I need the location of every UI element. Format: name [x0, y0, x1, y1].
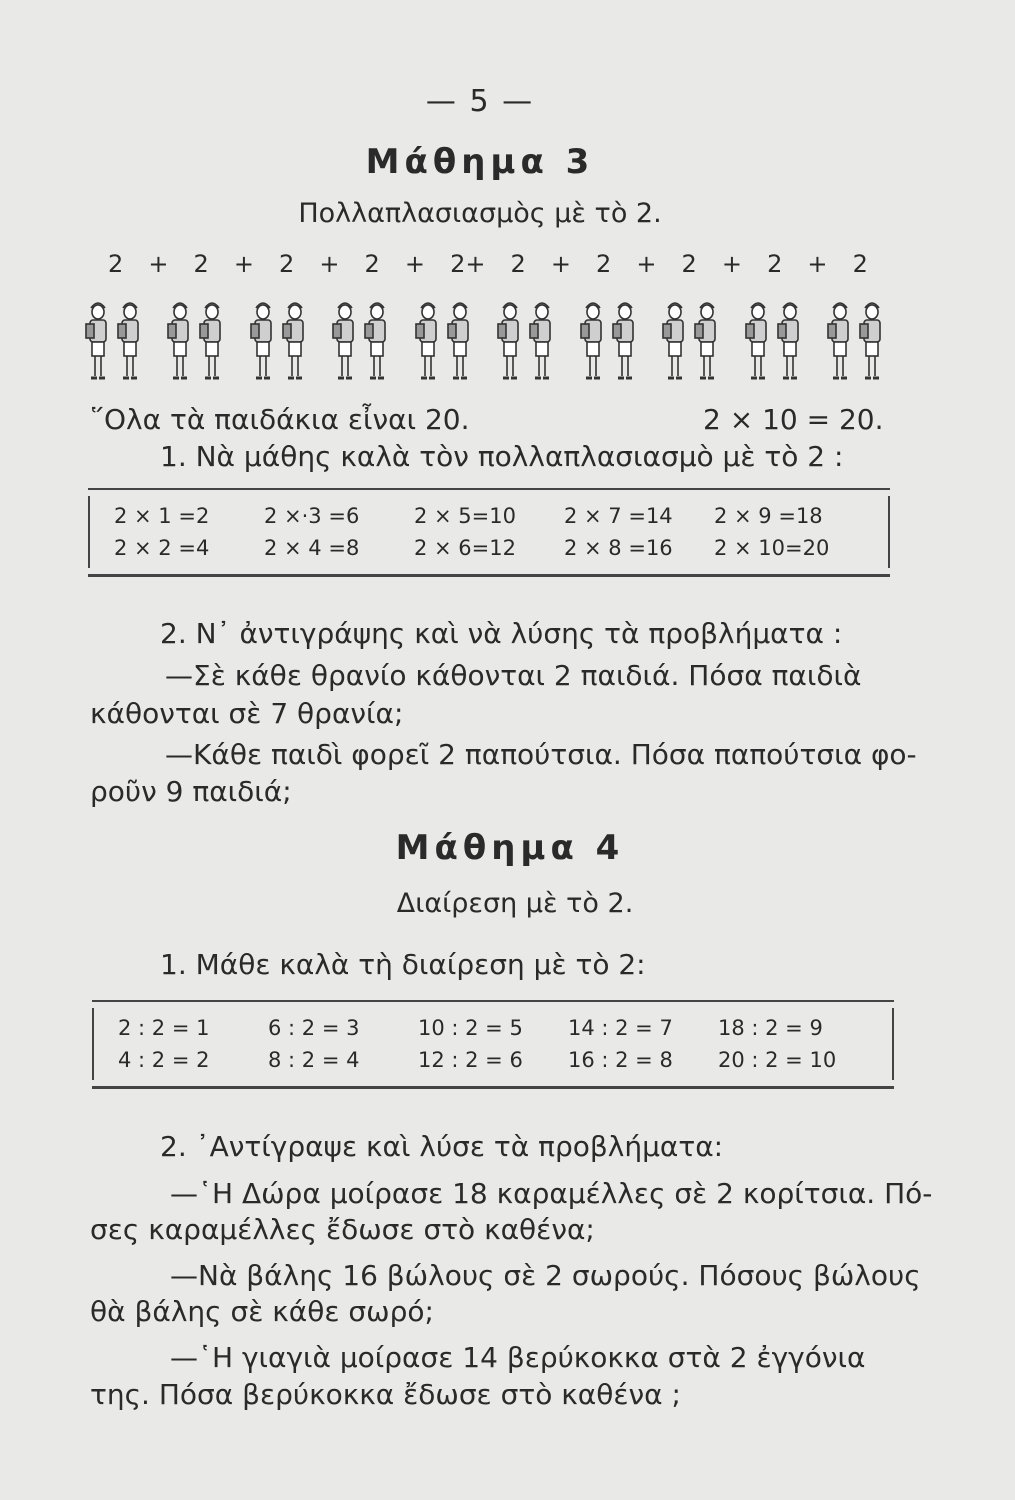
child-pair-icon: [250, 298, 308, 388]
sum-term: 2: [193, 250, 209, 278]
sum-term: +: [721, 250, 742, 278]
sum-term: 2: [852, 250, 868, 278]
page-number: — 5 —: [425, 84, 535, 119]
lesson-3-subtitle: Πολλαπλασιασμὸς μὲ τὸ 2.: [298, 198, 662, 229]
table-cell: 20 : 2 = 10: [718, 1048, 837, 1072]
table-cell: 14 : 2 = 7: [568, 1016, 673, 1040]
problem-4-2-line-1: —Νὰ βάλης 16 βώλους σὲ 2 σωρούς. Πόσους βώλους: [170, 1259, 921, 1292]
table-cell: 2 × 1 =2: [114, 504, 210, 528]
child-pair-icon: [415, 298, 473, 388]
table-cell: 2 : 2 = 1: [118, 1016, 210, 1040]
table-cell: 18 : 2 = 9: [718, 1016, 823, 1040]
sum-term: 2: [767, 250, 783, 278]
problem-4-1-line-1: —῾Η Δώρα μοίρασε 18 καραμέλλες σὲ 2 κορίτσια. Πό-: [170, 1177, 933, 1210]
problem-4-1-line-2: σες καραμέλλες ἔδωσε στὸ καθένα;: [90, 1213, 595, 1246]
problem-4-2-line-2: θὰ βάλης σὲ κάθε σωρό;: [90, 1295, 434, 1328]
sum-term: +: [404, 250, 425, 278]
lesson-3-exercise-1: 1. Νὰ μάθης καλὰ τὸν πολλαπλασιασμὸ μὲ τὸ 2 :: [160, 440, 844, 473]
table-cell: 2 × 7 =14: [564, 504, 673, 528]
table-cell: 2 × 5=10: [414, 504, 516, 528]
table-cell: 8 : 2 = 4: [268, 1048, 360, 1072]
table-cell: 6 : 2 = 3: [268, 1016, 360, 1040]
lesson-4-exercise-1: 1. Μάθε καλὰ τὴ διαίρεση μὲ τὸ 2:: [160, 948, 646, 981]
lesson-3-exercise-2: 2. Ν᾽ ἀντιγράψης καὶ νὰ λύσης τὰ προβλήματα :: [160, 617, 843, 650]
table-cell: 2 ×·3 =6: [264, 504, 360, 528]
sum-term: +: [807, 250, 828, 278]
division-table: [92, 1000, 894, 1089]
sum-term: 2: [681, 250, 697, 278]
table-cell: 2 × 2 =4: [114, 536, 210, 560]
problem-3-1-line-1: —Σὲ κάθε θρανίο κάθονται 2 παιδιά. Πόσα παιδιὰ: [165, 659, 862, 692]
sum-term: 2: [596, 250, 612, 278]
table-cell: 10 : 2 = 5: [418, 1016, 523, 1040]
sum-term: +: [233, 250, 254, 278]
table-cell: 16 : 2 = 8: [568, 1048, 673, 1072]
child-pair-icon: [332, 298, 390, 388]
children-count-text: ῞Ολα τὰ παιδάκια εἶναι 20.: [90, 403, 470, 436]
children-illustration: [85, 298, 885, 388]
addition-row: [108, 250, 868, 278]
sum-term: 2+: [450, 250, 486, 278]
problem-3-1-line-2: κάθονται σὲ 7 θρανία;: [90, 697, 404, 730]
child-pair-icon: [827, 298, 885, 388]
problem-3-2-line-2: ροῦν 9 παιδιά;: [90, 775, 292, 808]
lesson-4-title: Μάθημα 4: [395, 828, 625, 868]
lesson-4-exercise-2: 2. ᾽Αντίγραψε καὶ λύσε τὰ προβλήματα:: [160, 1130, 724, 1163]
problem-4-3-line-1: —῾Η γιαγιὰ μοίρασε 14 βερύκοκκα στὰ 2 ἐγγόνια: [170, 1341, 866, 1374]
child-pair-icon: [497, 298, 555, 388]
sum-term: +: [636, 250, 657, 278]
sum-term: +: [319, 250, 340, 278]
table-cell: 12 : 2 = 6: [418, 1048, 523, 1072]
sum-term: 2: [108, 250, 124, 278]
child-pair-icon: [167, 298, 225, 388]
multiplication-table: [88, 488, 890, 577]
children-equation: 2 × 10 = 20.: [703, 403, 884, 436]
sum-term: 2: [279, 250, 295, 278]
table-cell: 2 × 8 =16: [564, 536, 673, 560]
sum-term: +: [148, 250, 169, 278]
table-cell: 2 × 9 =18: [714, 504, 823, 528]
table-cell: 4 : 2 = 2: [118, 1048, 210, 1072]
sum-term: +: [550, 250, 571, 278]
table-cell: 2 × 4 =8: [264, 536, 360, 560]
child-pair-icon: [85, 298, 143, 388]
lesson-4-subtitle: Διαίρεση μὲ τὸ 2.: [396, 888, 634, 919]
child-pair-icon: [580, 298, 638, 388]
sum-term: 2: [510, 250, 526, 278]
problem-4-3-line-2: της. Πόσα βερύκοκκα ἔδωσε στὸ καθένα ;: [90, 1378, 681, 1411]
table-cell: 2 × 10=20: [714, 536, 830, 560]
problem-3-2-line-1: —Κάθε παιδὶ φορεῖ 2 παπούτσια. Πόσα παπούτσια φο-: [165, 738, 917, 771]
table-cell: 2 × 6=12: [414, 536, 516, 560]
child-pair-icon: [745, 298, 803, 388]
child-pair-icon: [662, 298, 720, 388]
lesson-3-title: Μάθημα 3: [365, 142, 595, 182]
sum-term: 2: [364, 250, 380, 278]
